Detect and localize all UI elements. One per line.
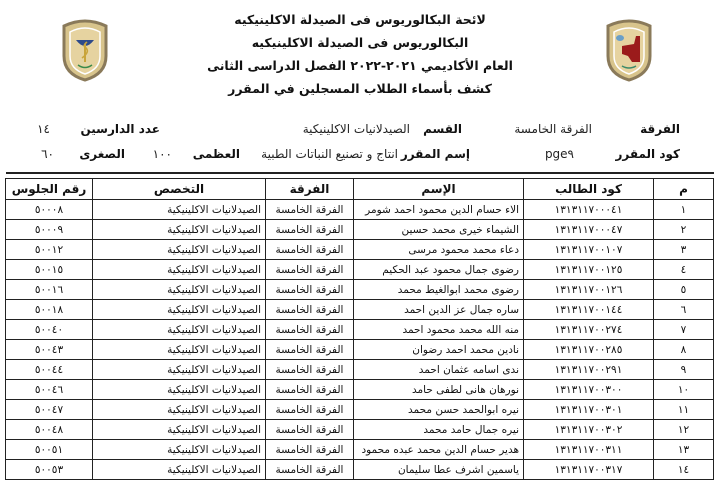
course-name-label: إسم المقرر: [400, 147, 470, 161]
student-name: دعاء محمد محمود مرسى: [354, 240, 524, 260]
university-logo: [604, 18, 654, 82]
student-specialization: الصيدلانيات الاكلينيكية: [93, 460, 266, 480]
student-level: الفرقة الخامسة: [266, 400, 354, 420]
student-specialization: الصيدلانيات الاكلينيكية: [93, 340, 266, 360]
student-specialization: الصيدلانيات الاكلينيكية: [93, 400, 266, 420]
student-specialization: الصيدلانيات الاكلينيكية: [93, 360, 266, 380]
student-level: الفرقة الخامسة: [266, 220, 354, 240]
meta-row-2: [0, 147, 720, 169]
student-specialization: الصيدلانيات الاكلينيكية: [93, 240, 266, 260]
row-number: ١٤: [654, 460, 714, 480]
table-row: [6, 200, 714, 220]
seat-number: ٥٠٠١٢: [6, 240, 93, 260]
level-label: الفرقة: [640, 122, 680, 136]
students-table: [5, 178, 714, 480]
column-header-level: الفرقة: [266, 179, 354, 200]
column-header-name: الإسم: [354, 179, 524, 200]
student-code: ١٣١٣١١٧٠٠١٢٥: [524, 260, 654, 280]
students-count-value: ١٤: [37, 122, 50, 136]
students-count-label: عدد الدارسين: [80, 122, 160, 136]
student-level: الفرقة الخامسة: [266, 440, 354, 460]
student-specialization: الصيدلانيات الاكلينيكية: [93, 200, 266, 220]
student-name: الاء حسام الدين محمود احمد شومر: [354, 200, 524, 220]
table-row: [6, 340, 714, 360]
meta-row-1: [0, 122, 720, 144]
column-header-student-code: كود الطالب: [524, 179, 654, 200]
student-level: الفرقة الخامسة: [266, 420, 354, 440]
seat-number: ٥٠٠٠٩: [6, 220, 93, 240]
seat-number: ٥٠٠٤٠: [6, 320, 93, 340]
student-code: ١٣١٣١١٧٠٠٣٠٢: [524, 420, 654, 440]
row-number: ٢: [654, 220, 714, 240]
table-row: [6, 380, 714, 400]
seat-number: ٥٠٠١٨: [6, 300, 93, 320]
title-line-4-registered-students: كشف بأسماء الطلاب المسجلين في المقرر: [228, 81, 492, 96]
student-name: منه الله محمد محمود احمد: [354, 320, 524, 340]
student-specialization: الصيدلانيات الاكلينيكية: [93, 380, 266, 400]
max-grade-value: ١٠٠: [152, 147, 172, 161]
student-code: ١٣١٣١١٧٠٠٢٧٤: [524, 320, 654, 340]
student-code: ١٣١٣١١٧٠٠١٢٦: [524, 280, 654, 300]
student-name: ياسمين اشرف عطا سليمان: [354, 460, 524, 480]
min-grade-label: الصغرى: [79, 147, 125, 161]
student-code: ١٣١٣١١٧٠٠٠٤١: [524, 200, 654, 220]
seat-number: ٥٠٠٤٧: [6, 400, 93, 420]
student-level: الفرقة الخامسة: [266, 320, 354, 340]
table-header-row: [6, 179, 714, 200]
student-level: الفرقة الخامسة: [266, 280, 354, 300]
table-row: [6, 280, 714, 300]
seat-number: ٥٠٠٥٣: [6, 460, 93, 480]
course-name-value: انتاج و تصنيع النباتات الطبية: [261, 147, 398, 161]
row-number: ٨: [654, 340, 714, 360]
faculty-of-pharmacy-logo: [60, 18, 110, 82]
student-name: ندى اسامه عثمان احمد: [354, 360, 524, 380]
max-grade-label: العظمى: [192, 147, 240, 161]
student-code: ١٣١٣١١٧٠٠١٤٤: [524, 300, 654, 320]
course-code-label: كود المقرر: [615, 147, 680, 161]
student-level: الفرقة الخامسة: [266, 340, 354, 360]
title-line-3-academic-year: العام الأكاديمي ٢٠٢١-٢٠٢٢ الفصل الدراسى الثانى: [207, 58, 513, 73]
table-row: [6, 360, 714, 380]
table-row: [6, 400, 714, 420]
seat-number: ٥٠٠٤٨: [6, 420, 93, 440]
document-title-block: [200, 8, 520, 100]
student-code: ١٣١٣١١٧٠٠٠٤٧: [524, 220, 654, 240]
student-level: الفرقة الخامسة: [266, 300, 354, 320]
row-number: ٥: [654, 280, 714, 300]
student-specialization: الصيدلانيات الاكلينيكية: [93, 440, 266, 460]
row-number: ١٢: [654, 420, 714, 440]
row-number: ١٣: [654, 440, 714, 460]
seat-number: ٥٠٠٠٨: [6, 200, 93, 220]
seat-number: ٥٠٠١٥: [6, 260, 93, 280]
table-row: [6, 300, 714, 320]
row-number: ١: [654, 200, 714, 220]
level-value: الفرقة الخامسة: [514, 122, 592, 136]
student-name: نيره ابوالحمد حسن محمد: [354, 400, 524, 420]
row-number: ١١: [654, 400, 714, 420]
row-number: ٣: [654, 240, 714, 260]
student-level: الفرقة الخامسة: [266, 460, 354, 480]
student-name: نادين محمد احمد رضوان: [354, 340, 524, 360]
student-name: نورهان هانى لطفى حامد: [354, 380, 524, 400]
student-specialization: الصيدلانيات الاكلينيكية: [93, 220, 266, 240]
seat-number: ٥٠٠٥١: [6, 440, 93, 460]
title-line-2: البكالوريوس فى الصيدلة الاكلينيكيه: [251, 35, 469, 50]
row-number: ١٠: [654, 380, 714, 400]
column-header-seat-number: رقم الجلوس: [6, 179, 93, 200]
student-code: ١٣١٣١١٧٠٠٣٠١: [524, 400, 654, 420]
title-line-1: لائحة البكالوريوس فى الصيدلة الاكلينيكيه: [234, 12, 486, 27]
student-name: الشيماء خيرى محمد حسين: [354, 220, 524, 240]
seat-number: ٥٠٠١٦: [6, 280, 93, 300]
table-row: [6, 260, 714, 280]
student-specialization: الصيدلانيات الاكلينيكية: [93, 280, 266, 300]
student-specialization: الصيدلانيات الاكلينيكية: [93, 420, 266, 440]
student-name: نيره جمال حامد محمد: [354, 420, 524, 440]
student-name: رضوى جمال محمود عبد الحكيم: [354, 260, 524, 280]
seat-number: ٥٠٠٤٤: [6, 360, 93, 380]
table-row: [6, 420, 714, 440]
student-code: ١٣١٣١١٧٠٠٢٩١: [524, 360, 654, 380]
row-number: ٦: [654, 300, 714, 320]
student-code: ١٣١٣١١٧٠٠٣١٧: [524, 460, 654, 480]
table-row: [6, 240, 714, 260]
table-row: [6, 440, 714, 460]
student-code: ١٣١٣١١٧٠٠٣٠٠: [524, 380, 654, 400]
row-number: ٧: [654, 320, 714, 340]
student-name: ساره جمال عز الدين احمد: [354, 300, 524, 320]
seat-number: ٥٠٠٤٣: [6, 340, 93, 360]
student-specialization: الصيدلانيات الاكلينيكية: [93, 260, 266, 280]
student-specialization: الصيدلانيات الاكلينيكية: [93, 300, 266, 320]
student-level: الفرقة الخامسة: [266, 260, 354, 280]
department-value: الصيدلانيات الاكلينيكية: [302, 122, 410, 136]
row-number: ٩: [654, 360, 714, 380]
students-table-container: [6, 172, 714, 480]
student-code: ١٣١٣١١٧٠٠١٠٧: [524, 240, 654, 260]
table-row: [6, 320, 714, 340]
student-level: الفرقة الخامسة: [266, 200, 354, 220]
student-name: رضوى محمد ابوالغيط محمد: [354, 280, 524, 300]
student-specialization: الصيدلانيات الاكلينيكية: [93, 320, 266, 340]
seat-number: ٥٠٠٤٦: [6, 380, 93, 400]
student-level: الفرقة الخامسة: [266, 380, 354, 400]
student-code: ١٣١٣١١٧٠٠٣١١: [524, 440, 654, 460]
course-code-value: pge٩: [544, 147, 574, 161]
table-row: [6, 220, 714, 240]
column-header-specialization: التخصص: [93, 179, 266, 200]
student-name: هدير حسام الدين محمد عبده محمود: [354, 440, 524, 460]
student-level: الفرقة الخامسة: [266, 360, 354, 380]
department-label: القسم: [423, 122, 462, 136]
row-number: ٤: [654, 260, 714, 280]
column-header-number: م: [654, 179, 714, 200]
min-grade-value: ٦٠: [41, 147, 54, 161]
table-row: [6, 460, 714, 480]
student-code: ١٣١٣١١٧٠٠٢٨٥: [524, 340, 654, 360]
student-level: الفرقة الخامسة: [266, 240, 354, 260]
